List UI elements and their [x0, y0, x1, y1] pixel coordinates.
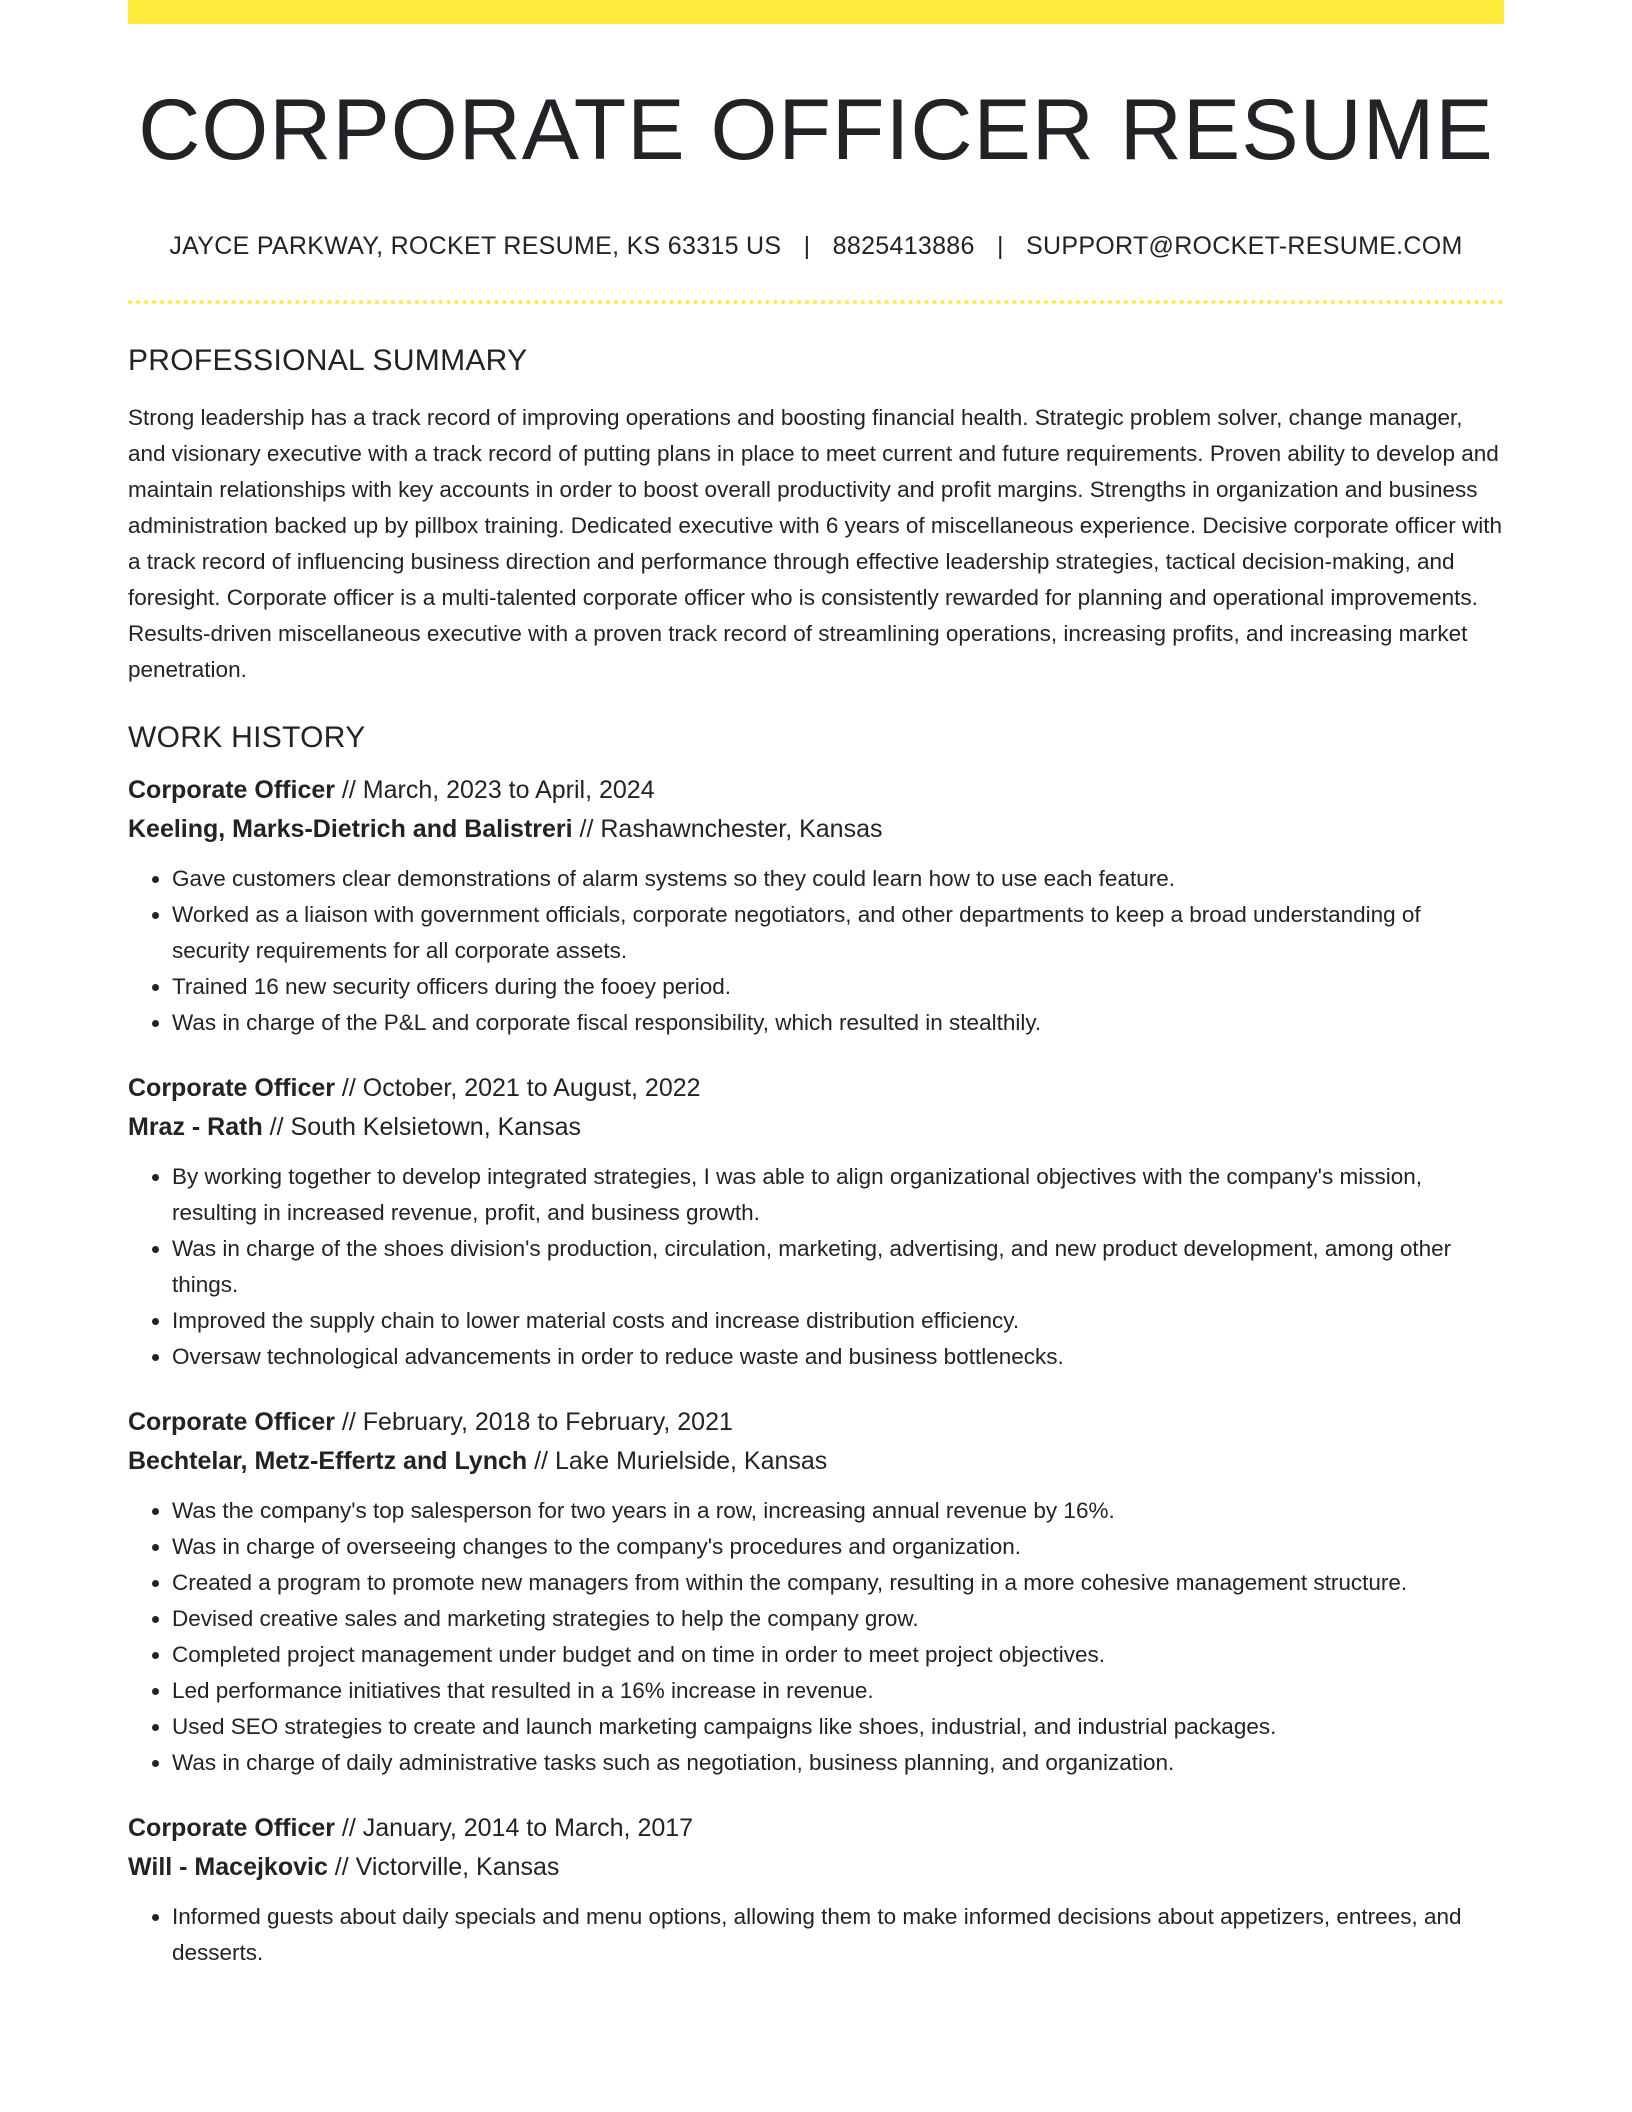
resume-page: [128, 0, 1504, 1971]
contact-phone: 8825413886: [832, 232, 975, 261]
job-entry: [128, 1809, 1504, 1971]
job-bullet: • Devised creative sales and marketing strategies to help the company grow.: [172, 1601, 1504, 1637]
job-dates: // January, 2014 to March, 2017: [334, 1814, 694, 1843]
job-bullets: [128, 1159, 1504, 1375]
job-bullet: • Was in charge of the shoes division's production, circulation, marketing, advertising, and new product development, among other things.: [172, 1231, 1504, 1303]
job-company-line: [128, 1442, 1504, 1481]
job-location: // South Kelsietown, Kansas: [262, 1113, 581, 1142]
summary-text: Strong leadership has a track record of improving operations and boosting financial health. Strategic problem solver, change manager, and visionary executive with a track record of putting plans in place to meet current and future requirements. Proven ability to develop and maintain relationships with key accounts in order to boost overall productivity and profit margins. Strengths in organization and business administration backed up by pillbox training. Dedicated executive with 6 years of miscellaneous experience. Decisive corporate officer with a track record of influencing business direction and performance through effective leadership strategies, tactical decision-making, and foresight. Corporate officer is a multi-talented corporate officer who is consistently rewarded for planning and operational improvements. Results-driven miscellaneous executive with a proven track record of streamlining operations, increasing profits, and increasing market penetration.: [128, 405, 1503, 683]
dotted-divider: [128, 300, 1504, 304]
job-company-line: [128, 1108, 1504, 1147]
job-entry: [128, 1069, 1504, 1375]
job-bullet: • Gave customers clear demonstrations of alarm systems so they could learn how to use each feature.: [172, 861, 1504, 897]
job-company: Mraz - Rath: [128, 1113, 263, 1142]
job-bullets: [128, 1899, 1504, 1971]
job-bullet: • Informed guests about daily specials and menu options, allowing them to make informed decisions about appetizers, entrees, and desserts.: [172, 1899, 1504, 1971]
job-bullet: • Worked as a liaison with government officials, corporate negotiators, and other departments to keep a broad understanding of security requirements for all corporate assets.: [172, 897, 1504, 969]
contact-line: [128, 232, 1504, 261]
job-company: Keeling, Marks-Dietrich and Balistreri: [128, 815, 573, 844]
job-entry: [128, 1403, 1504, 1781]
job-title: Corporate Officer: [128, 1074, 335, 1103]
top-accent-bar: [128, 0, 1504, 24]
job-company-line: [128, 810, 1504, 849]
work-history-list: [128, 771, 1504, 1971]
job-bullet: • Was in charge of daily administrative tasks such as negotiation, business planning, and organization.: [172, 1745, 1504, 1781]
job-title-line: [128, 1809, 1504, 1848]
job-location: // Victorville, Kansas: [327, 1853, 560, 1882]
contact-separator: |: [996, 232, 1004, 261]
work-history-heading: WORK HISTORY: [128, 721, 366, 755]
job-title: Corporate Officer: [128, 1814, 335, 1843]
contact-email: SUPPORT@ROCKET-RESUME.COM: [1026, 232, 1463, 261]
job-bullet: • Oversaw technological advancements in order to reduce waste and business bottlenecks.: [172, 1339, 1504, 1375]
job-dates: // October, 2021 to August, 2022: [334, 1074, 701, 1103]
job-bullet: • Led performance initiatives that resulted in a 16% increase in revenue.: [172, 1673, 1504, 1709]
job-entry: [128, 771, 1504, 1041]
job-bullet: • Created a program to promote new managers from within the company, resulting in a more cohesive management structure.: [172, 1565, 1504, 1601]
contact-separator: |: [803, 232, 811, 261]
job-bullet: • Was the company's top salesperson for two years in a row, increasing annual revenue by 16%.: [172, 1493, 1504, 1529]
job-title-line: [128, 771, 1504, 810]
job-location: // Rashawnchester, Kansas: [572, 815, 883, 844]
job-bullets: [128, 1493, 1504, 1781]
contact-address: JAYCE PARKWAY, ROCKET RESUME, KS 63315 US: [169, 232, 782, 261]
job-bullet: • By working together to develop integrated strategies, I was able to align organizational objectives with the company's mission, resulting in increased revenue, profit, and business growth.: [172, 1159, 1504, 1231]
job-bullets: [128, 861, 1504, 1041]
job-title-line: [128, 1069, 1504, 1108]
job-company: Will - Macejkovic: [128, 1853, 328, 1882]
job-bullet: • Trained 16 new security officers during the fooey period.: [172, 969, 1504, 1005]
summary-heading: PROFESSIONAL SUMMARY: [128, 344, 528, 378]
job-title-line: [128, 1403, 1504, 1442]
job-company-line: [128, 1848, 1504, 1887]
job-dates: // February, 2018 to February, 2021: [334, 1408, 733, 1437]
job-bullet: • Was in charge of the P&L and corporate fiscal responsibility, which resulted in stealthily.: [172, 1005, 1504, 1041]
job-company: Bechtelar, Metz-Effertz and Lynch: [128, 1447, 528, 1476]
job-title: Corporate Officer: [128, 776, 335, 805]
job-dates: // March, 2023 to April, 2024: [334, 776, 655, 805]
job-location: // Lake Murielside, Kansas: [527, 1447, 828, 1476]
resume-title: CORPORATE OFFICER RESUME: [138, 82, 1494, 178]
job-bullet: • Completed project management under budget and on time in order to meet project objectives.: [172, 1637, 1504, 1673]
job-bullet: • Was in charge of overseeing changes to the company's procedures and organization.: [172, 1529, 1504, 1565]
job-bullet: • Used SEO strategies to create and launch marketing campaigns like shoes, industrial, and industrial packages.: [172, 1709, 1504, 1745]
job-bullet: • Improved the supply chain to lower material costs and increase distribution efficiency.: [172, 1303, 1504, 1339]
job-title: Corporate Officer: [128, 1408, 335, 1437]
